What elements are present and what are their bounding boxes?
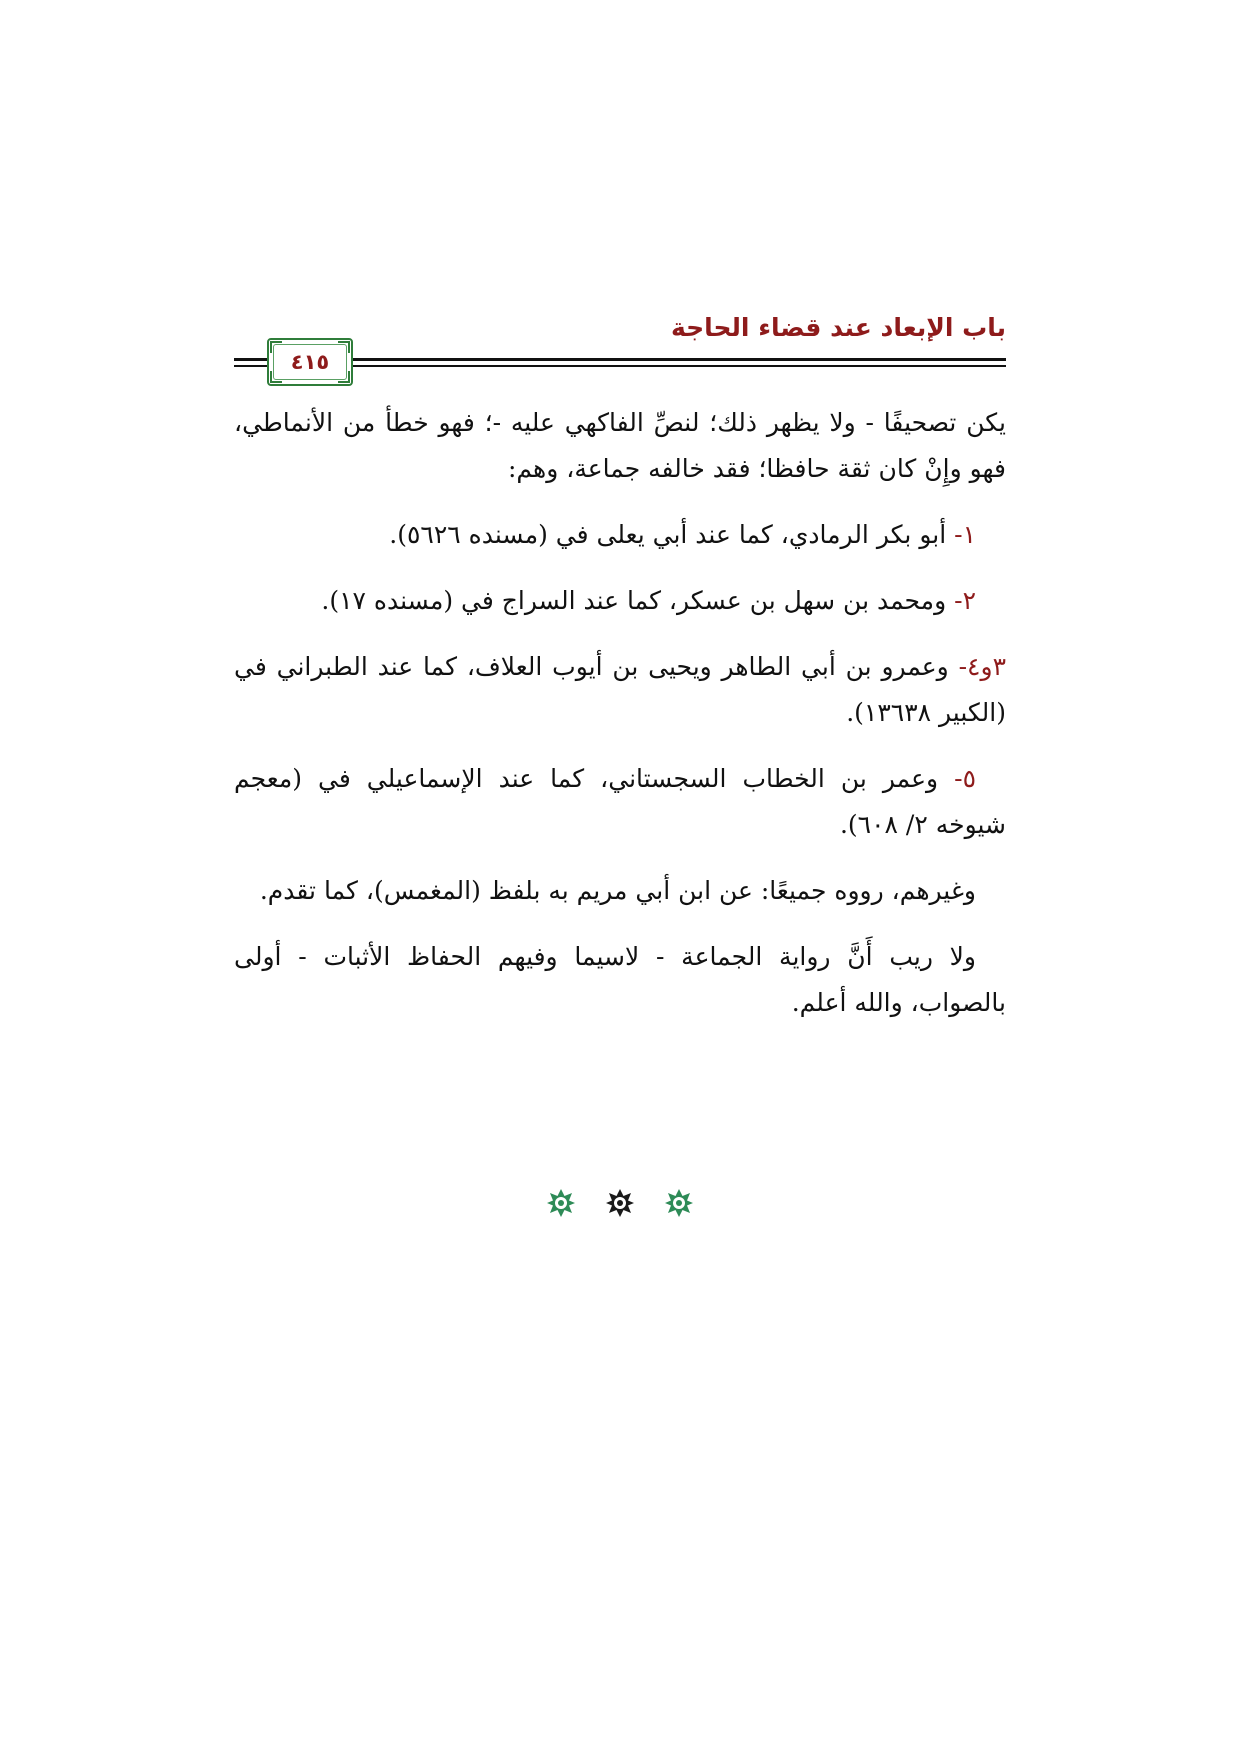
list-item-text: ومحمد بن سهل بن عسكر، كما عند السراج في (مسنده ١٧). [321,586,955,615]
star-ornament-icon [664,1188,694,1218]
star-ornament-icon [605,1188,635,1218]
paragraph-conclusion: ولا ريب أَنَّ رواية الجماعة - لاسيما وفيهم الحفاظ الأثبات - أولى بالصواب، والله أعلم. [234,942,1006,1017]
page-number-badge [267,338,353,386]
paragraph-intro: يكن تصحيفًا - ولا يظهر ذلك؛ لنصِّ الفاكهي عليه -؛ فهو خطأ من الأنماطي، فهو وإِنْ كان ثقة حافظا؛ فقد خالفه جماعة، وهم: [234,408,1006,483]
list-item-number: ١- [954,520,976,549]
page-number: ٤١٥ [290,350,330,374]
list-item-text: وعمر بن الخطاب السجستاني، كما عند الإسماعيلي في (معجم شيوخه ٢/ ٦٠٨). [234,764,1006,839]
paragraph-others: وغيرهم، رووه جميعًا: عن ابن أبي مريم به بلفظ (المغمس)، كما تقدم. [259,876,976,905]
list-item-5 [234,756,1006,848]
list-item-number: ٥- [954,764,976,793]
list-item-3-4 [234,644,1006,736]
list-item-text: أبو بكر الرمادي، كما عند أبي يعلى في (مسنده ٥٦٢٦). [389,520,955,549]
body-text [234,400,1006,1046]
chapter-title: باب الإبعاد عند قضاء الحاجة [670,313,1006,342]
list-item-number: ٣و٤- [958,652,1006,681]
list-item-2 [234,578,1006,624]
list-item-number: ٢- [954,586,976,615]
list-item-1 [234,512,1006,558]
section-end-ornaments [0,1188,1240,1218]
list-item-text: وعمرو بن أبي الطاهر ويحيى بن أيوب العلاف، كما عند الطبراني في (الكبير ١٣٦٣٨). [234,652,1006,727]
star-ornament-icon [546,1188,576,1218]
